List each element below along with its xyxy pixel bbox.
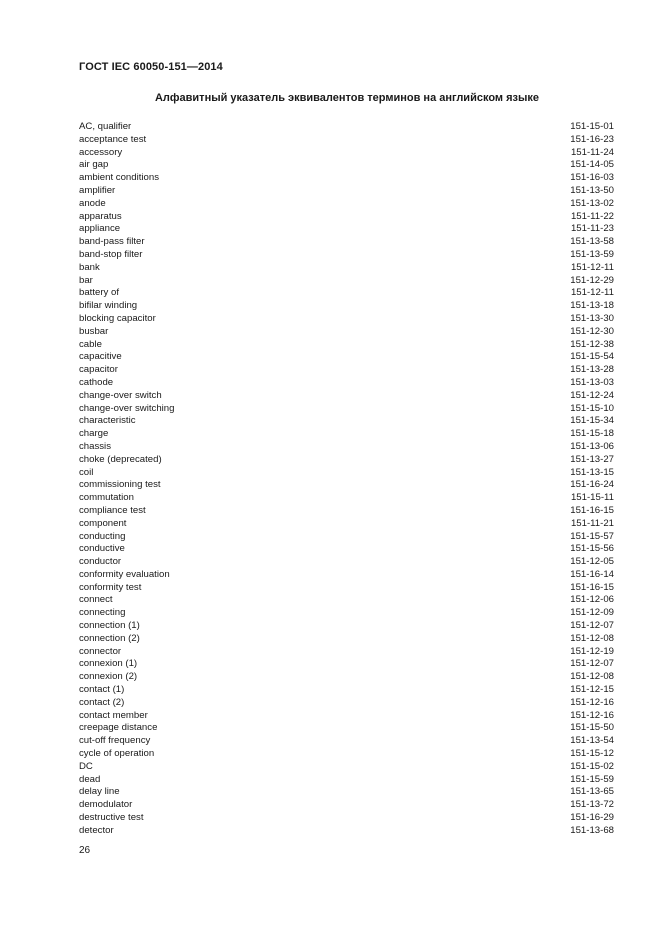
index-term: DC (79, 760, 93, 772)
index-term: capacitor (79, 364, 118, 376)
index-term-reference: 151-12-24 (570, 389, 614, 401)
index-entry (79, 774, 614, 787)
index-term: battery of (79, 287, 119, 299)
index-term: choke (deprecated) (79, 453, 162, 465)
index-entry (79, 582, 614, 595)
index-entry (79, 786, 614, 799)
index-term: amplifier (79, 184, 116, 196)
index-term-reference: 151-15-02 (570, 760, 614, 772)
index-term: cycle of operation (79, 748, 155, 760)
index-term-reference: 151-12-11 (570, 287, 614, 299)
index-term: contact (1) (79, 684, 125, 696)
index-term: detector (79, 824, 114, 836)
index-entry (79, 249, 614, 262)
index-entry (79, 364, 614, 377)
index-term: characteristic (79, 415, 136, 427)
index-term: connect (79, 594, 113, 606)
page-number: 26 (79, 845, 91, 856)
index-term-reference: 151-11-24 (570, 146, 614, 158)
index-entry (79, 223, 614, 236)
index-term-reference: 151-13-18 (570, 300, 614, 312)
index-term-reference: 151-15-50 (570, 722, 614, 734)
index-term: cut-off frequency (79, 735, 151, 747)
index-term-reference: 151-13-65 (570, 786, 614, 798)
index-entry (79, 518, 614, 531)
index-term-reference: 151-16-23 (570, 133, 614, 145)
index-term-reference: 151-13-50 (570, 184, 614, 196)
index-term: delay line (79, 786, 120, 798)
index-entry (79, 505, 614, 518)
index-term-reference: 151-12-15 (570, 684, 614, 696)
index-term-reference: 151-13-72 (570, 799, 614, 811)
index-term: blocking capacitor (79, 312, 156, 324)
index-entry (79, 620, 614, 633)
index-entry (79, 211, 614, 224)
index-term: contact member (79, 709, 148, 721)
index-term-reference: 151-15-57 (570, 530, 614, 542)
index-term: accessory (79, 146, 123, 158)
index-term: contact (2) (79, 696, 125, 708)
index-term-reference: 151-12-11 (570, 261, 614, 273)
index-entry (79, 633, 614, 646)
index-entry (79, 415, 614, 428)
index-term: chassis (79, 440, 111, 452)
index-term-reference: 151-16-24 (570, 479, 614, 491)
index-term-reference: 151-12-16 (570, 696, 614, 708)
term-index-list (79, 121, 614, 838)
index-entry (79, 531, 614, 544)
index-entry (79, 403, 614, 416)
index-term: AC, qualifier (79, 121, 132, 132)
index-term-reference: 151-15-34 (570, 415, 614, 427)
index-entry (79, 710, 614, 723)
index-entry (79, 646, 614, 659)
index-term-reference: 151-16-15 (570, 581, 614, 593)
index-term: appliance (79, 223, 121, 235)
index-entry (79, 198, 614, 211)
index-term-reference: 151-13-30 (570, 312, 614, 324)
index-entry (79, 812, 614, 825)
index-entry (79, 594, 614, 607)
index-term-reference: 151-15-01 (570, 121, 614, 132)
index-entry (79, 147, 614, 160)
index-term-reference: 151-13-03 (570, 376, 614, 388)
index-entry (79, 377, 614, 390)
index-term-reference: 151-15-59 (570, 773, 614, 785)
index-entry (79, 390, 614, 403)
index-entry (79, 339, 614, 352)
index-term: band-stop filter (79, 248, 143, 260)
index-term: commissioning test (79, 479, 161, 491)
index-term-reference: 151-11-21 (570, 517, 614, 529)
index-term: band-pass filter (79, 236, 145, 248)
index-term: acceptance test (79, 133, 147, 145)
index-term: destructive test (79, 812, 144, 824)
index-term: bifilar winding (79, 300, 138, 312)
index-term: anode (79, 197, 106, 209)
index-term: dead (79, 773, 101, 785)
index-term: demodulator (79, 799, 133, 811)
index-entry (79, 671, 614, 684)
index-term-reference: 151-13-27 (570, 453, 614, 465)
index-term-reference: 151-14-05 (570, 159, 614, 171)
index-entry (79, 825, 614, 838)
index-term: bar (79, 274, 93, 286)
index-term-reference: 151-15-54 (570, 351, 614, 363)
index-entry (79, 121, 614, 134)
index-entry (79, 300, 614, 313)
index-term-reference: 151-15-11 (570, 492, 614, 504)
index-term-reference: 151-12-08 (570, 632, 614, 644)
index-term-reference: 151-13-59 (570, 248, 614, 260)
index-entry (79, 748, 614, 761)
index-entry (79, 275, 614, 288)
index-term-reference: 151-13-54 (570, 735, 614, 747)
index-entry (79, 658, 614, 671)
index-entry (79, 479, 614, 492)
index-term-reference: 151-12-30 (570, 325, 614, 337)
index-term-reference: 151-13-15 (570, 466, 614, 478)
index-entry (79, 543, 614, 556)
index-entry (79, 313, 614, 326)
index-term: creepage distance (79, 722, 158, 734)
index-term: ambient conditions (79, 172, 159, 184)
document-header: ГОСТ IEC 60050-151—2014 (79, 61, 223, 73)
index-term-reference: 151-13-06 (570, 440, 614, 452)
index-term: connector (79, 645, 122, 657)
index-entry (79, 172, 614, 185)
index-term-reference: 151-12-29 (570, 274, 614, 286)
index-term-reference: 151-12-06 (570, 594, 614, 606)
index-term-reference: 151-12-07 (570, 658, 614, 670)
index-term: connexion (2) (79, 671, 138, 683)
index-entry (79, 287, 614, 300)
index-entry (79, 607, 614, 620)
index-term-reference: 151-16-03 (570, 172, 614, 184)
index-entry (79, 326, 614, 339)
index-term-reference: 151-15-10 (570, 402, 614, 414)
index-term: connexion (1) (79, 658, 138, 670)
index-entry (79, 735, 614, 748)
index-term-reference: 151-12-08 (570, 671, 614, 683)
index-term: conductive (79, 543, 125, 555)
index-term-reference: 151-11-23 (570, 223, 614, 235)
index-term-reference: 151-12-09 (570, 607, 614, 619)
index-term-reference: 151-12-07 (570, 620, 614, 632)
index-term-reference: 151-15-12 (570, 748, 614, 760)
index-term: commutation (79, 492, 134, 504)
index-term: connection (2) (79, 632, 140, 644)
index-entry (79, 697, 614, 710)
index-term: conformity test (79, 581, 142, 593)
index-term: component (79, 517, 127, 529)
index-entry (79, 185, 614, 198)
index-term: connecting (79, 607, 126, 619)
index-term-reference: 151-13-02 (570, 197, 614, 209)
index-term-reference: 151-16-14 (570, 568, 614, 580)
index-term-reference: 151-12-19 (570, 645, 614, 657)
index-term: coil (79, 466, 94, 478)
index-entry (79, 761, 614, 774)
index-term-reference: 151-12-16 (570, 709, 614, 721)
index-term: compliance test (79, 504, 146, 516)
index-term: conducting (79, 530, 126, 542)
index-term-reference: 151-11-22 (570, 210, 614, 222)
index-entry (79, 569, 614, 582)
index-entry (79, 441, 614, 454)
index-entry (79, 722, 614, 735)
index-term-reference: 151-12-38 (570, 338, 614, 350)
index-term: conductor (79, 556, 122, 568)
index-term: air gap (79, 159, 109, 171)
index-term: busbar (79, 325, 109, 337)
index-entry (79, 467, 614, 480)
index-term: cable (79, 338, 102, 350)
index-term: apparatus (79, 210, 122, 222)
index-entry (79, 134, 614, 147)
index-term-reference: 151-15-18 (570, 428, 614, 440)
index-term: conformity evaluation (79, 568, 170, 580)
index-entry (79, 684, 614, 697)
index-entry (79, 454, 614, 467)
index-term: change-over switching (79, 402, 175, 414)
index-entry (79, 262, 614, 275)
index-term-reference: 151-13-68 (570, 824, 614, 836)
index-term-reference: 151-13-58 (570, 236, 614, 248)
index-entry (79, 556, 614, 569)
index-entry (79, 159, 614, 172)
index-entry (79, 492, 614, 505)
index-term: charge (79, 428, 109, 440)
index-entry (79, 236, 614, 249)
index-entry (79, 428, 614, 441)
index-term-reference: 151-12-05 (570, 556, 614, 568)
index-term-reference: 151-13-28 (570, 364, 614, 376)
index-term: bank (79, 261, 100, 273)
index-term-reference: 151-16-15 (570, 504, 614, 516)
index-term: connection (1) (79, 620, 140, 632)
index-entry (79, 351, 614, 364)
index-entry (79, 799, 614, 812)
index-term: cathode (79, 376, 114, 388)
index-term: capacitive (79, 351, 122, 363)
index-term-reference: 151-15-56 (570, 543, 614, 555)
index-term: change-over switch (79, 389, 162, 401)
index-term-reference: 151-16-29 (570, 812, 614, 824)
index-title: Алфавитный указатель эквивалентов терминов на английском языке (154, 92, 539, 104)
